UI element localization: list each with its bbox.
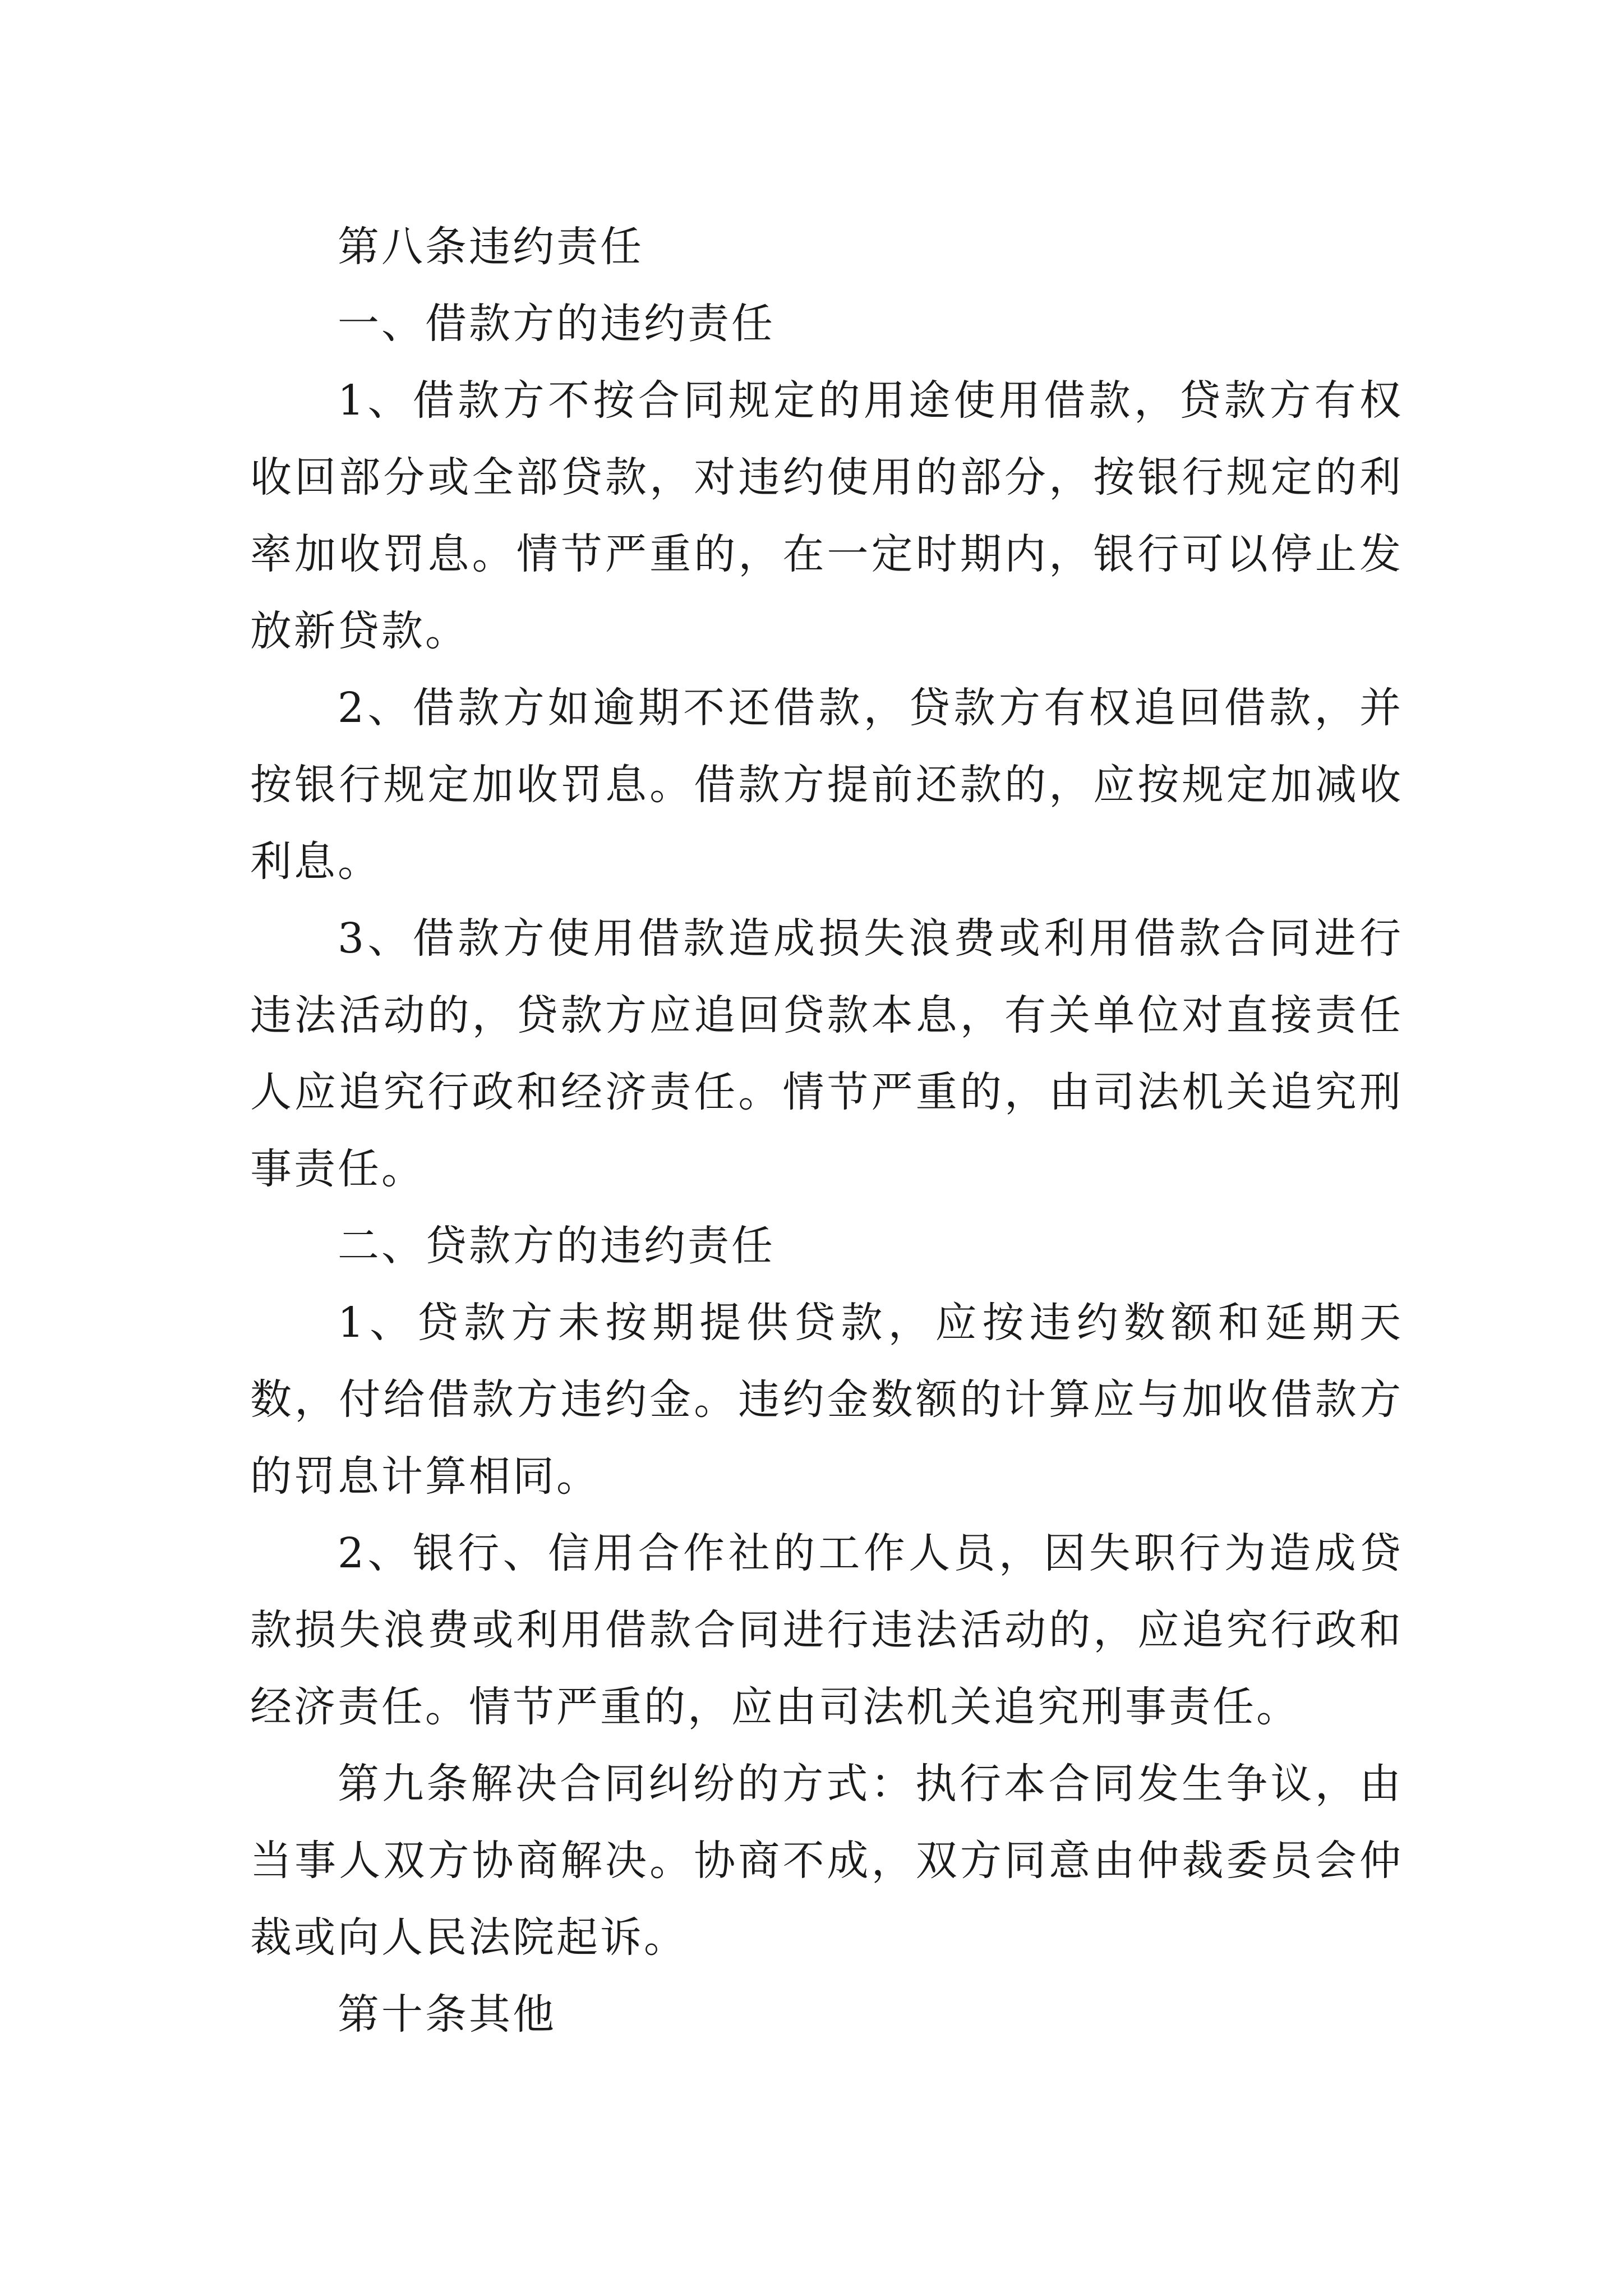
section-1-clause-2: 2、借款方如逾期不还借款，贷款方有权追回借款，并按银行规定加收罚息。借款方提前还款的，应按规定加减收利息。 [250,684,1403,886]
section-1-heading: 一、借款方的违约责任 [338,300,775,348]
article-9-paragraph: 第九条解决合同纠纷的方式：执行本合同发生争议，由当事人双方协商解决。协商不成，双方同意由仲裁委员会仲裁或向人民法院起诉。 [250,1760,1403,1962]
article-10-heading: 第十条其他 [338,1990,556,2039]
section-1-clause-3: 3、借款方使用借款造成损失浪费或利用借款合同进行违法活动的，贷款方应追回贷款本息，有关单位对直接责任人应追究行政和经济责任。情节严重的，由司法机关追究刑事责任。 [250,914,1403,1193]
document-body [250,209,1403,2053]
article-8-heading: 第八条违约责任 [338,223,644,271]
section-2-heading: 二、贷款方的违约责任 [338,1222,775,1270]
section-1-clause-1: 1、借款方不按合同规定的用途使用借款，贷款方有权收回部分或全部贷款，对违约使用的部分，按银行规定的利率加收罚息。情节严重的，在一定时期内，银行可以停止发放新贷款。 [250,376,1403,655]
section-2-clause-1: 1、贷款方未按期提供贷款，应按违约数额和延期天数，付给借款方违约金。违约金数额的计算应与加收借款方的罚息计算相同。 [250,1299,1403,1501]
section-2-clause-2: 2、银行、信用合作社的工作人员，因失职行为造成贷款损失浪费或利用借款合同进行违法活动的，应追究行政和经济责任。情节严重的，应由司法机关追究刑事责任。 [250,1529,1403,1731]
